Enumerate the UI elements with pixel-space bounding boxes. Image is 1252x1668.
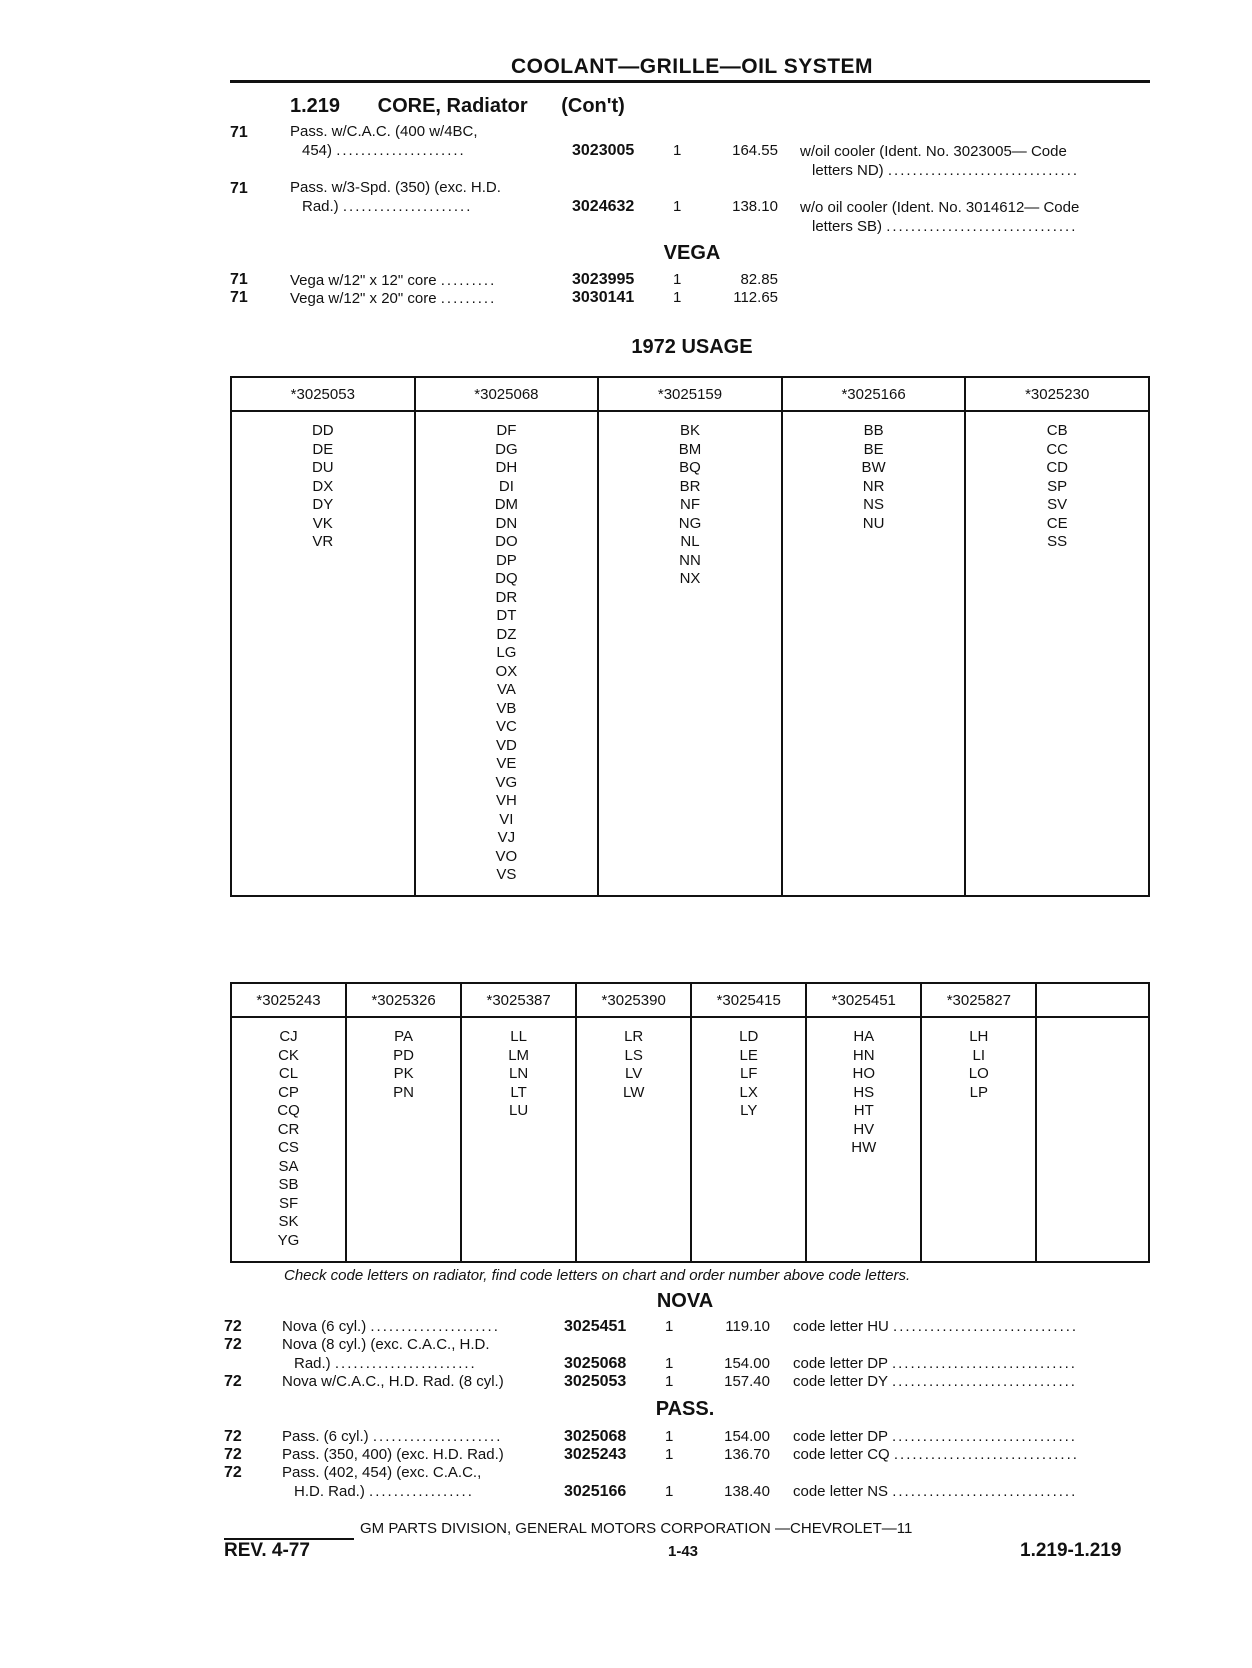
code-list: LD LE LF LX LY bbox=[691, 1017, 806, 1262]
part-number: 3025243 bbox=[564, 1446, 627, 1463]
quantity: 1 bbox=[665, 1428, 674, 1445]
header-rule bbox=[230, 80, 1150, 83]
code-list bbox=[1036, 1017, 1149, 1262]
code-list: LL LM LN LT LU bbox=[461, 1017, 576, 1262]
leader-dots: .............................. bbox=[893, 1446, 1079, 1463]
price: 157.40 bbox=[724, 1373, 770, 1390]
section-number: 1.219 bbox=[290, 95, 341, 117]
remark-line: w/o oil cooler (Ident. No. 3014612— Code bbox=[800, 199, 1080, 216]
usage-heading: 1972 USAGE bbox=[631, 336, 753, 358]
price: 138.40 bbox=[724, 1483, 770, 1500]
quantity: 1 bbox=[665, 1373, 674, 1390]
description-line: Vega w/12" x 12" core bbox=[290, 272, 437, 289]
description-line: Vega w/12" x 20" core bbox=[290, 290, 437, 307]
description-line: Pass. (350, 400) (exc. H.D. Rad.) bbox=[282, 1446, 504, 1463]
remark bbox=[793, 1482, 1151, 1501]
leader-dots: ......... bbox=[440, 290, 497, 307]
leader-dots: .............................. bbox=[892, 1483, 1078, 1500]
remark-line: code letter DP bbox=[793, 1355, 888, 1372]
description-line: Pass. w/C.A.C. (400 w/4BC, bbox=[290, 123, 478, 140]
description bbox=[282, 1372, 552, 1391]
page-title: COOLANT—GRILLE—OIL SYSTEM bbox=[510, 55, 874, 78]
description-line: Nova (6 cyl.) bbox=[282, 1318, 367, 1335]
remark-line: w/oil cooler (Ident. No. 3023005— Code bbox=[800, 143, 1067, 160]
part-number: 3023005 bbox=[572, 142, 635, 159]
price: 112.65 bbox=[733, 289, 778, 306]
part-number: 3023995 bbox=[572, 271, 635, 288]
description-line: Rad.) bbox=[294, 1355, 331, 1372]
description-line: Pass. (402, 454) (exc. C.A.C., bbox=[282, 1464, 482, 1481]
remark-line: letters ND) bbox=[812, 162, 884, 179]
code-list: BK BM BQ BR NF NG NL NN NX bbox=[598, 411, 782, 896]
leader-dots: ....................... bbox=[334, 1355, 477, 1372]
price: 82.85 bbox=[740, 271, 778, 288]
description bbox=[282, 1427, 552, 1446]
price: 119.10 bbox=[725, 1318, 770, 1335]
table-header: *3025068 bbox=[415, 377, 599, 411]
leader-dots: .............................. bbox=[891, 1355, 1077, 1372]
table-header: *3025243 bbox=[231, 983, 346, 1017]
code-list: CB CC CD SP SV CE SS bbox=[965, 411, 1149, 896]
leader-dots: .............................. bbox=[893, 1318, 1079, 1335]
code-list: DD DE DU DX DY VK VR bbox=[231, 411, 415, 896]
leader-dots: .............................. bbox=[891, 1428, 1077, 1445]
leader-dots: ..................... bbox=[372, 1428, 503, 1445]
leader-dots: ......... bbox=[440, 272, 497, 289]
price: 154.00 bbox=[724, 1355, 770, 1372]
table-header: *3025451 bbox=[806, 983, 921, 1017]
description bbox=[290, 271, 560, 290]
table-header: *3025230 bbox=[965, 377, 1149, 411]
code-list: LH LI LO LP bbox=[921, 1017, 1036, 1262]
leader-dots: ............................... bbox=[887, 162, 1080, 179]
year: 72 bbox=[224, 1373, 242, 1390]
year: 72 bbox=[224, 1336, 242, 1353]
table-header: *3025159 bbox=[598, 377, 782, 411]
price: 136.70 bbox=[724, 1446, 770, 1463]
description-line: Nova (8 cyl.) (exc. C.A.C., H.D. bbox=[282, 1336, 490, 1353]
part-number: 3025053 bbox=[564, 1373, 627, 1390]
remark-line: code letter DP bbox=[793, 1428, 888, 1445]
quantity: 1 bbox=[665, 1483, 674, 1500]
table-header: *3025326 bbox=[346, 983, 461, 1017]
remark bbox=[800, 198, 1156, 236]
quantity: 1 bbox=[673, 289, 682, 306]
nova-heading: NOVA bbox=[656, 1290, 714, 1312]
instruction-note: Check code letters on radiator, find code letters on chart and order number above code letters. bbox=[284, 1267, 911, 1284]
year: 72 bbox=[224, 1318, 242, 1335]
remark-line: code letter DY bbox=[793, 1373, 888, 1390]
remark-line: code letter HU bbox=[793, 1318, 889, 1335]
remark-line: code letter NS bbox=[793, 1483, 889, 1500]
price: 164.55 bbox=[732, 142, 778, 159]
leader-dots: .............................. bbox=[891, 1373, 1077, 1390]
year: 72 bbox=[224, 1428, 242, 1445]
code-list: PA PD PK PN bbox=[346, 1017, 461, 1262]
part-number: 3025068 bbox=[564, 1355, 627, 1372]
table-header: *3025390 bbox=[576, 983, 691, 1017]
part-number: 3025166 bbox=[564, 1483, 627, 1500]
code-list: LR LS LV LW bbox=[576, 1017, 691, 1262]
remark bbox=[800, 142, 1156, 180]
vega-heading: VEGA bbox=[663, 242, 721, 264]
footer-section-range: 1.219-1.219 bbox=[1020, 1540, 1122, 1561]
pass-heading: PASS. bbox=[655, 1398, 715, 1420]
leader-dots: ..................... bbox=[336, 142, 466, 159]
description-line: H.D. Rad.) bbox=[294, 1483, 365, 1500]
quantity: 1 bbox=[673, 142, 682, 159]
year: 72 bbox=[224, 1464, 242, 1481]
table-header: *3025053 bbox=[231, 377, 415, 411]
quantity: 1 bbox=[673, 271, 682, 288]
code-list: DF DG DH DI DM DN DO DP DQ DR DT DZ LG OX VA VB VC VD VE VG VH VI VJ VO VS bbox=[415, 411, 599, 896]
description bbox=[282, 1317, 552, 1336]
description bbox=[282, 1335, 552, 1373]
price: 154.00 bbox=[724, 1428, 770, 1445]
year: 71 bbox=[230, 289, 248, 306]
description-line: 454) bbox=[302, 142, 333, 159]
table-header bbox=[1036, 983, 1149, 1017]
description bbox=[290, 178, 560, 216]
quantity: 1 bbox=[673, 198, 682, 215]
section-cont: (Con't) bbox=[561, 95, 625, 117]
code-list: CJ CK CL CP CQ CR CS SA SB SF SK YG bbox=[231, 1017, 346, 1262]
usage-table-1 bbox=[230, 376, 1150, 897]
quantity: 1 bbox=[665, 1446, 674, 1463]
part-number: 3025451 bbox=[564, 1318, 627, 1335]
description-line: Nova w/C.A.C., H.D. Rad. (8 cyl.) bbox=[282, 1373, 504, 1390]
table-header: *3025166 bbox=[782, 377, 966, 411]
description-line: Pass. w/3-Spd. (350) (exc. H.D. bbox=[290, 179, 501, 196]
section-heading bbox=[290, 95, 625, 118]
leader-dots: ................. bbox=[369, 1483, 474, 1500]
section-name: CORE, Radiator bbox=[377, 95, 528, 117]
quantity: 1 bbox=[665, 1318, 674, 1335]
remark bbox=[793, 1372, 1151, 1391]
leader-dots: ............................... bbox=[886, 218, 1078, 235]
leader-dots: ..................... bbox=[370, 1318, 500, 1335]
year: 71 bbox=[230, 180, 248, 197]
footer-division: GM PARTS DIVISION, GENERAL MOTORS CORPORATION —CHEVROLET—11 bbox=[360, 1520, 913, 1537]
remark-line: code letter CQ bbox=[793, 1446, 890, 1463]
description bbox=[290, 289, 560, 308]
description-line: Rad.) bbox=[302, 198, 339, 215]
year: 71 bbox=[230, 271, 248, 288]
code-list: BB BE BW NR NS NU bbox=[782, 411, 966, 896]
description bbox=[282, 1445, 552, 1464]
part-number: 3030141 bbox=[572, 289, 635, 306]
description-line: Pass. (6 cyl.) bbox=[282, 1428, 369, 1445]
footer-rev: REV. 4-77 bbox=[224, 1540, 310, 1561]
leader-dots: ..................... bbox=[342, 198, 473, 215]
usage-table-2 bbox=[230, 982, 1150, 1263]
remark bbox=[793, 1354, 1151, 1373]
description bbox=[282, 1463, 552, 1501]
remark-line: letters SB) bbox=[812, 218, 883, 235]
quantity: 1 bbox=[665, 1355, 674, 1372]
table-header: *3025387 bbox=[461, 983, 576, 1017]
footer-page-number: 1-43 bbox=[668, 1543, 699, 1560]
table-header: *3025415 bbox=[691, 983, 806, 1017]
remark bbox=[793, 1317, 1151, 1336]
year: 71 bbox=[230, 124, 248, 141]
remark bbox=[793, 1445, 1151, 1464]
part-number: 3025068 bbox=[564, 1428, 627, 1445]
table-header: *3025827 bbox=[921, 983, 1036, 1017]
description bbox=[290, 122, 560, 160]
remark bbox=[793, 1427, 1151, 1446]
part-number: 3024632 bbox=[572, 198, 635, 215]
price: 138.10 bbox=[732, 198, 778, 215]
year: 72 bbox=[224, 1446, 242, 1463]
code-list: HA HN HO HS HT HV HW bbox=[806, 1017, 921, 1262]
